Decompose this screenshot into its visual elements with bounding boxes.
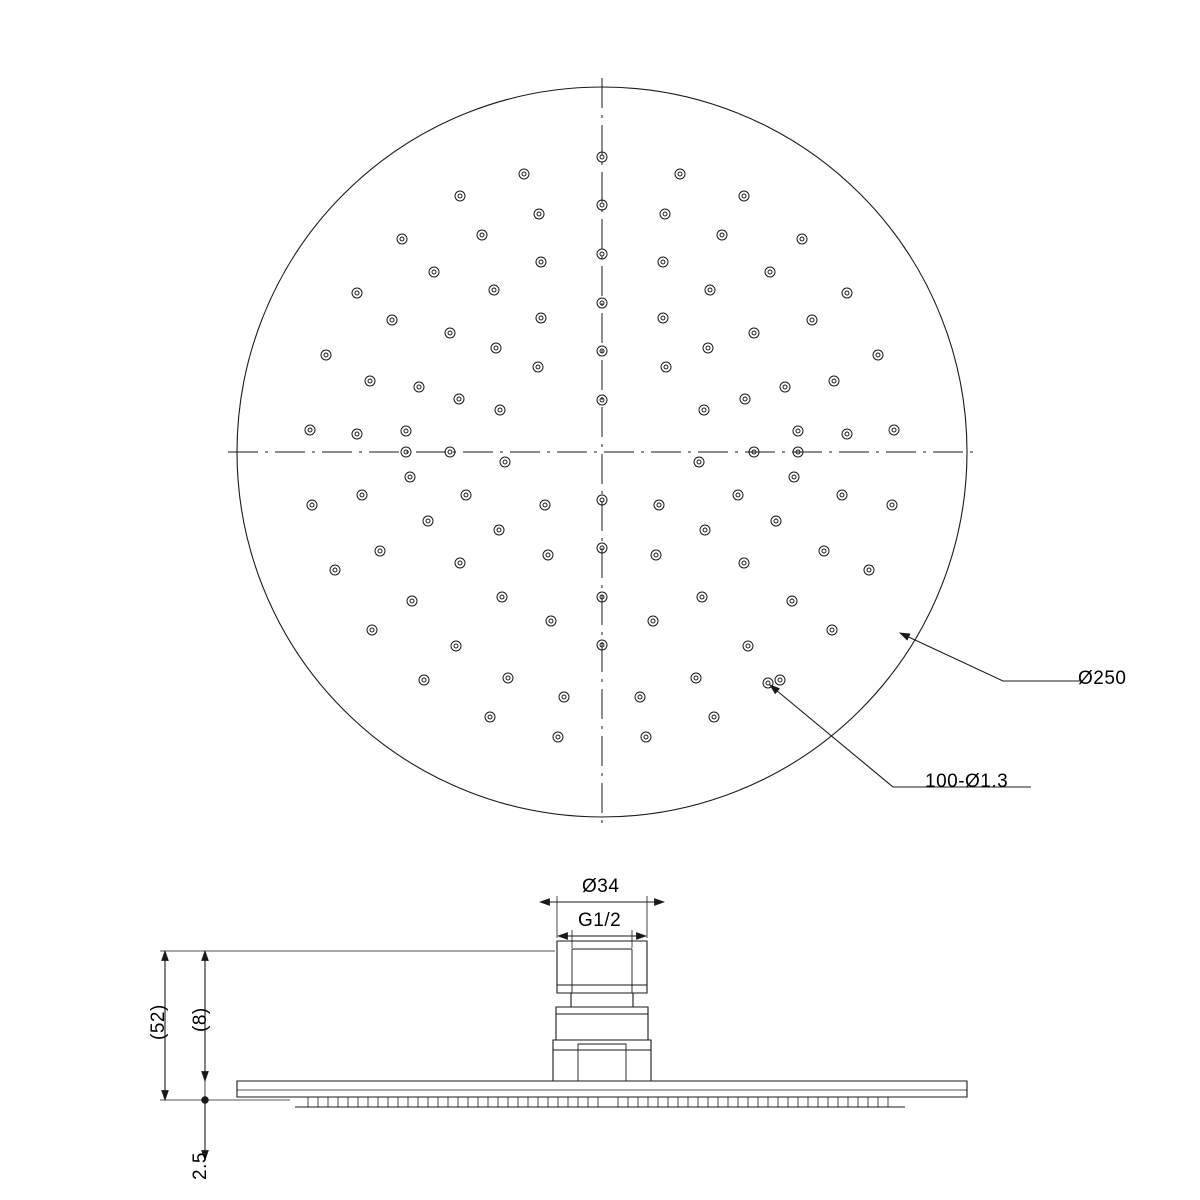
center-lines <box>228 78 976 826</box>
dimension-thickness-25 <box>202 1081 208 1160</box>
leader-diameter-250 <box>900 633 1080 681</box>
label-height-8: (8) <box>190 1007 211 1032</box>
label-diameter-34: Ø34 <box>582 876 620 897</box>
label-height-52: (52) <box>148 1004 169 1040</box>
label-thread-g12: G1/2 <box>578 910 622 931</box>
dimension-g12 <box>558 930 646 948</box>
label-thickness-25: 2.5 <box>190 1152 211 1180</box>
side-view-geometry <box>237 941 967 1107</box>
label-diameter-250: Ø250 <box>1078 668 1127 689</box>
label-nozzle-note: 100-Ø1.3 <box>925 771 1009 792</box>
dimension-height-52 <box>160 951 555 1100</box>
